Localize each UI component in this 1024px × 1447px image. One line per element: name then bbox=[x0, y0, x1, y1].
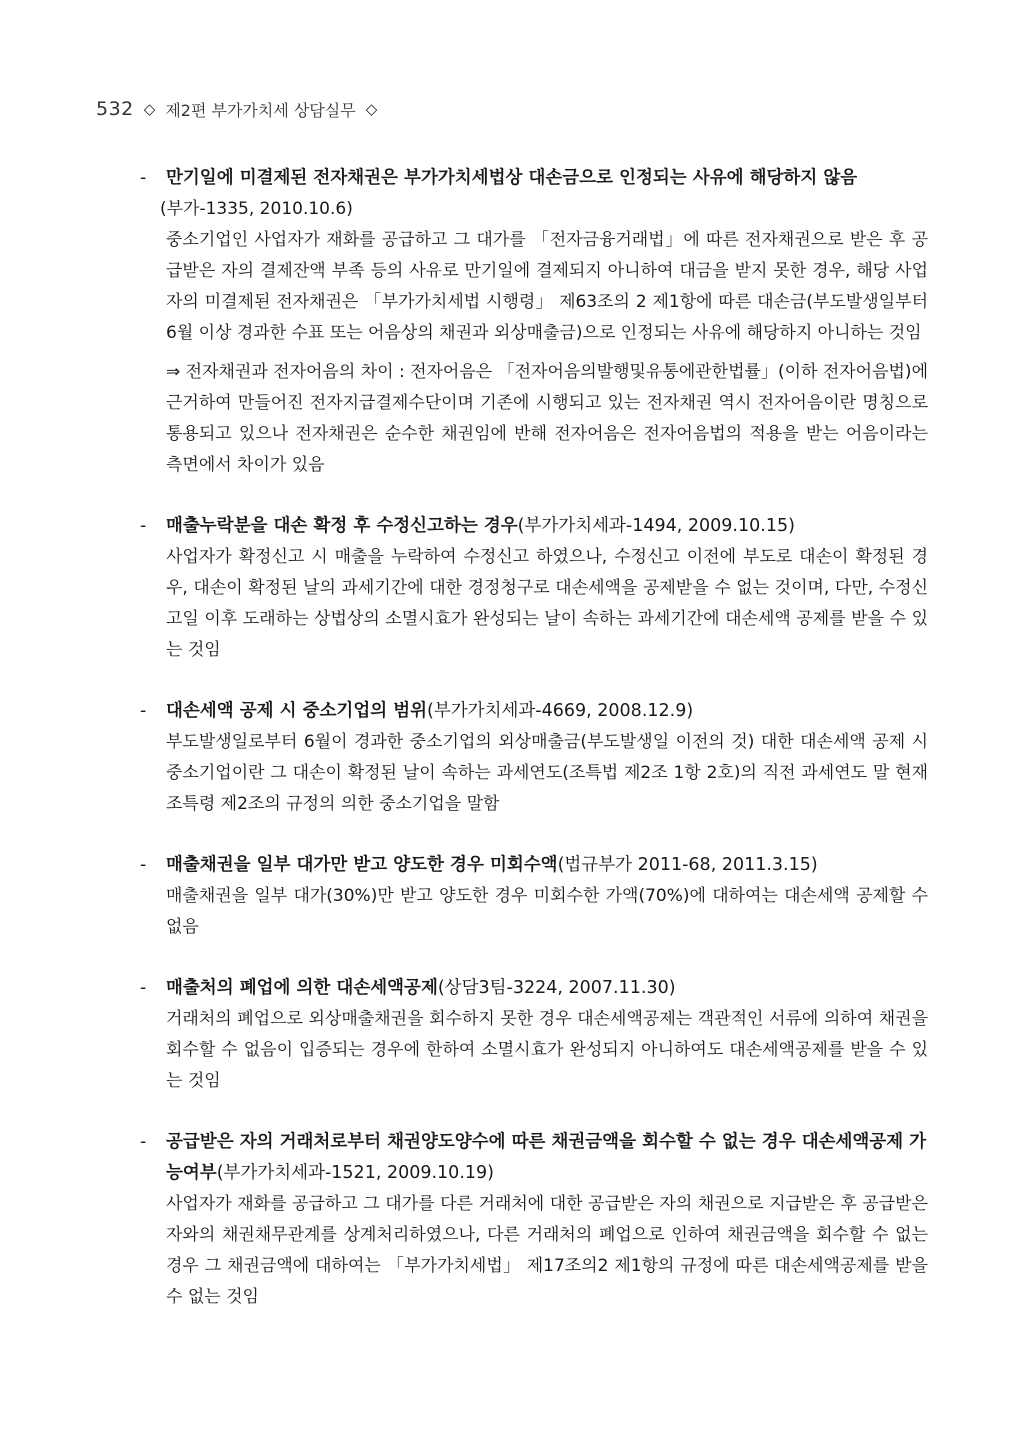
item-title: 대손세액 공제 시 중소기업의 범위 bbox=[166, 701, 428, 721]
list-item bbox=[140, 511, 928, 666]
item-note: ⇒ 전자채권과 전자어음의 차이 : 전자어음은 「전자어음의발행및유통에관한법률」(이하 전자어음법)에 근거하여 만들어진 전자지급결제수단이며 기존에 시행되고 있는 전자채권 역시 전자어음이란 명칭으로 통용되고 있으나 전자채권은 순수한 채권임에 반해 전자어음은 전자어음법의 적용을 받는 어음이라는 측면에서 차이가 있음 bbox=[166, 362, 928, 475]
dash-bullet: - bbox=[140, 516, 147, 536]
item-heading bbox=[140, 850, 928, 881]
item-heading bbox=[140, 511, 928, 542]
list-item bbox=[140, 696, 928, 820]
item-title: 공급받은 자의 거래처로부터 채권양도양수에 따른 채권금액을 회수할 수 없는 경우 대손세액공제 가능여부 bbox=[166, 1132, 927, 1183]
dash-bullet: - bbox=[140, 701, 147, 721]
dash-bullet: - bbox=[140, 1132, 147, 1152]
list-item bbox=[140, 973, 928, 1097]
item-body: 거래처의 폐업으로 외상매출채권을 회수하지 못한 경우 대손세액공제는 객관적인 서류에 의하여 채권을 회수할 수 없음이 입증되는 경우에 한하여 소멸시효가 완성되지 아니하여도 대손세액공제를 받을 수 있는 것임 bbox=[166, 1009, 928, 1091]
dash-bullet: - bbox=[140, 855, 147, 875]
item-reference: (부가-1335, 2010.10.6) bbox=[160, 199, 353, 219]
list-item bbox=[140, 1127, 928, 1313]
list-item bbox=[140, 850, 928, 943]
item-title: 매출누락분을 대손 확정 후 수정신고하는 경우 bbox=[166, 516, 518, 536]
item-title: 매출채권을 일부 대가만 받고 양도한 경우 미회수액 bbox=[166, 855, 558, 875]
list-item bbox=[140, 163, 928, 481]
running-title: 제2편 부가가치세 상담실무 bbox=[165, 100, 356, 120]
item-reference: (법규부가 2011-68, 2011.3.15) bbox=[557, 855, 818, 875]
item-reference: (상담3팀-3224, 2007.11.30) bbox=[437, 978, 676, 998]
item-reference: (부가가치세과-4669, 2008.12.9) bbox=[427, 701, 694, 721]
diamond-icon: ◇ bbox=[143, 100, 156, 118]
page-header bbox=[96, 96, 377, 122]
item-body: 사업자가 재화를 공급하고 그 대가를 다른 거래처에 대한 공급받은 자의 채권으로 지급받은 후 공급받은 자와의 채권채무관계를 상계처리하였으나, 다른 거래처의 폐업으로 인하여 채권금액을 회수할 수 없는 경우 그 채권금액에 대하여는 「부가가치세법」 제17조의2 제1항의 규정에 따른 대손세액공제를 받을 수 없는 것임 bbox=[166, 1194, 928, 1307]
item-title: 매출처의 폐업에 의한 대손세액공제 bbox=[166, 978, 438, 998]
item-heading bbox=[140, 973, 928, 1004]
item-body: 사업자가 확정신고 시 매출을 누락하여 수정신고 하였으나, 수정신고 이전에 부도로 대손이 확정된 경우, 대손이 확정된 날의 과세기간에 대한 경정청구로 대손세액을 공제받을 수 없는 것이며, 다만, 수정신고일 이후 도래하는 상법상의 소멸시효가 완성되는 날이 속하는 과세기간에 대손세액 공제를 받을 수 있는 것임 bbox=[166, 547, 928, 660]
dash-bullet: - bbox=[140, 978, 147, 998]
item-body: 중소기업인 사업자가 재화를 공급하고 그 대가를 「전자금융거래법」에 따른 전자채권으로 받은 후 공급받은 자의 결제잔액 부족 등의 사유로 만기일에 결제되지 아니하여 대금을 받지 못한 경우, 해당 사업자의 미결제된 전자채권은 「부가가치세법 시행령」 제63조의 2 제1항에 따른 대손금(부도발생일부터 6월 이상 경과한 수표 또는 어음상의 채권과 외상매출금)으로 인정되는 사유에 해당하지 아니하는 것임 bbox=[166, 230, 928, 343]
item-heading bbox=[140, 696, 928, 727]
item-body: 부도발생일로부터 6월이 경과한 중소기업의 외상매출금(부도발생일 이전의 것) 대한 대손세액 공제 시 중소기업이란 그 대손이 확정된 날이 속하는 과세연도(조특법 제2조 1항 2호)의 직전 과세연도 말 현재 조특령 제2조의 규정의 의한 중소기업을 말함 bbox=[166, 732, 928, 814]
page-content bbox=[140, 163, 928, 1343]
item-body: 매출채권을 일부 대가(30%)만 받고 양도한 경우 미회수한 가액(70%)에 대하여는 대손세액 공제할 수 없음 bbox=[166, 886, 928, 937]
dash-bullet: - bbox=[140, 168, 147, 188]
item-heading bbox=[140, 163, 928, 194]
item-heading bbox=[140, 1127, 928, 1189]
item-reference: (부가가치세과-1494, 2009.10.15) bbox=[517, 516, 795, 536]
item-reference: (부가가치세과-1521, 2009.10.19) bbox=[216, 1163, 494, 1183]
item-title: 만기일에 미결제된 전자채권은 부가가치세법상 대손금으로 인정되는 사유에 해당하지 않음 bbox=[166, 168, 858, 188]
diamond-icon: ◇ bbox=[365, 100, 378, 118]
page-number: 532 bbox=[96, 98, 134, 120]
